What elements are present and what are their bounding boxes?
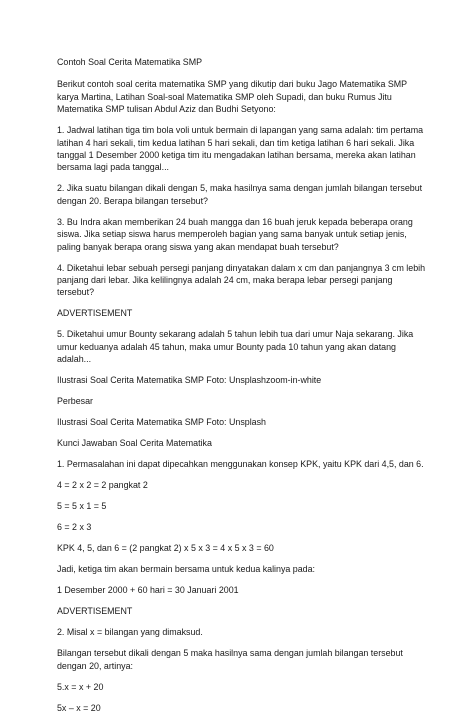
question-2: 2. Jika suatu bilangan dikali dengan 5, maka hasilnya sama dengan jumlah bilangan tersebut dengan 20. Berapa bilangan tersebut? [57,183,423,206]
zoom-label: Perbesar [57,396,94,407]
advertisement-label-2: ADVERTISEMENT [57,606,133,617]
question-4: 4. Diketahui lebar sebuah persegi panjang dinyatakan dalam x cm dan panjangnya 3 cm lebih panjang dari lebar. Jika kelilingnya adalah 24 cm, maka berapa lebar persegi panjang tersebut? [57,262,426,298]
answer-2-statement: Bilangan tersebut dikali dengan 5 maka hasilnya sama dengan jumlah bilangan tersebut dengan 20, artinya: [57,648,403,671]
answer-1-line-6: 6 = 2 x 3 [57,522,92,533]
image-caption-zoom: Ilustrasi Soal Cerita Matematika SMP Foto: Unsplashzoom-in-white [57,375,322,386]
image-caption: Ilustrasi Soal Cerita Matematika SMP Foto: Unsplash [57,417,266,428]
answer-heading: Kunci Jawaban Soal Cerita Matematika [57,438,212,449]
answer-2-intro: 2. Misal x = bilangan yang dimaksud. [57,627,203,638]
question-1: 1. Jadwal latihan tiga tim bola voli untuk bermain di lapangan yang sama adalah: tim pertama latihan 4 hari sekali, tim kedua latihan 5 hari sekali, dan tim ketiga latihan 6 hari sekali. Jika tanggal 1 Desember 2000 ketiga tim itu mengadakan latihan bersama, mereka akan latihan bersama lagi pada tanggal... [57,125,424,173]
answer-1-conclusion: Jadi, ketiga tim akan bermain bersama untuk kedua kalinya pada: [57,564,316,575]
answer-1-result: 1 Desember 2000 + 60 hari = 30 Januari 2001 [57,585,239,596]
advertisement-label: ADVERTISEMENT [57,308,133,319]
answer-1-line-5: 5 = 5 x 1 = 5 [57,501,107,512]
answer-1-line-4: 4 = 2 x 2 = 2 pangkat 2 [57,480,148,491]
question-3: 3. Bu Indra akan memberikan 24 buah mangga dan 16 buah jeruk kepada beberapa orang siswa. Jika setiap siswa harus memperoleh bagian yang sama banyak untuk setiap jenis, paling banyak berapa orang siswa yang akan mendapat buah tersebut? [57,216,413,252]
answer-2-equation-1: 5.x = x + 20 [57,681,104,692]
answer-1-intro: 1. Permasalahan ini dapat dipecahkan menggunakan konsep KPK, yaitu KPK dari 4,5, dan 6. [57,459,424,470]
answer-1-kpk: KPK 4, 5, dan 6 = (2 pangkat 2) x 5 x 3 = 4 x 5 x 3 = 60 [57,543,274,554]
intro-paragraph: Berikut contoh soal cerita matematika SMP yang dikutip dari buku Jago Matematika SMP karya Martina, Latihan Soal-soal Matematika SMP oleh Supadi, dan buku Rumus Jitu Matematika SMP tulisan Abdul Aziz dan Budhi Setyono: [57,79,407,115]
question-5: 5. Diketahui umur Bounty sekarang adalah 5 tahun lebih tua dari umur Naja sekarang. Jika umur keduanya adalah 45 tahun, maka umur Bounty pada 10 tahun yang akan datang adalah... [57,329,414,365]
answer-2-equation-2: 5x – x = 20 [57,702,101,713]
document-title: Contoh Soal Cerita Matematika SMP [57,57,203,67]
